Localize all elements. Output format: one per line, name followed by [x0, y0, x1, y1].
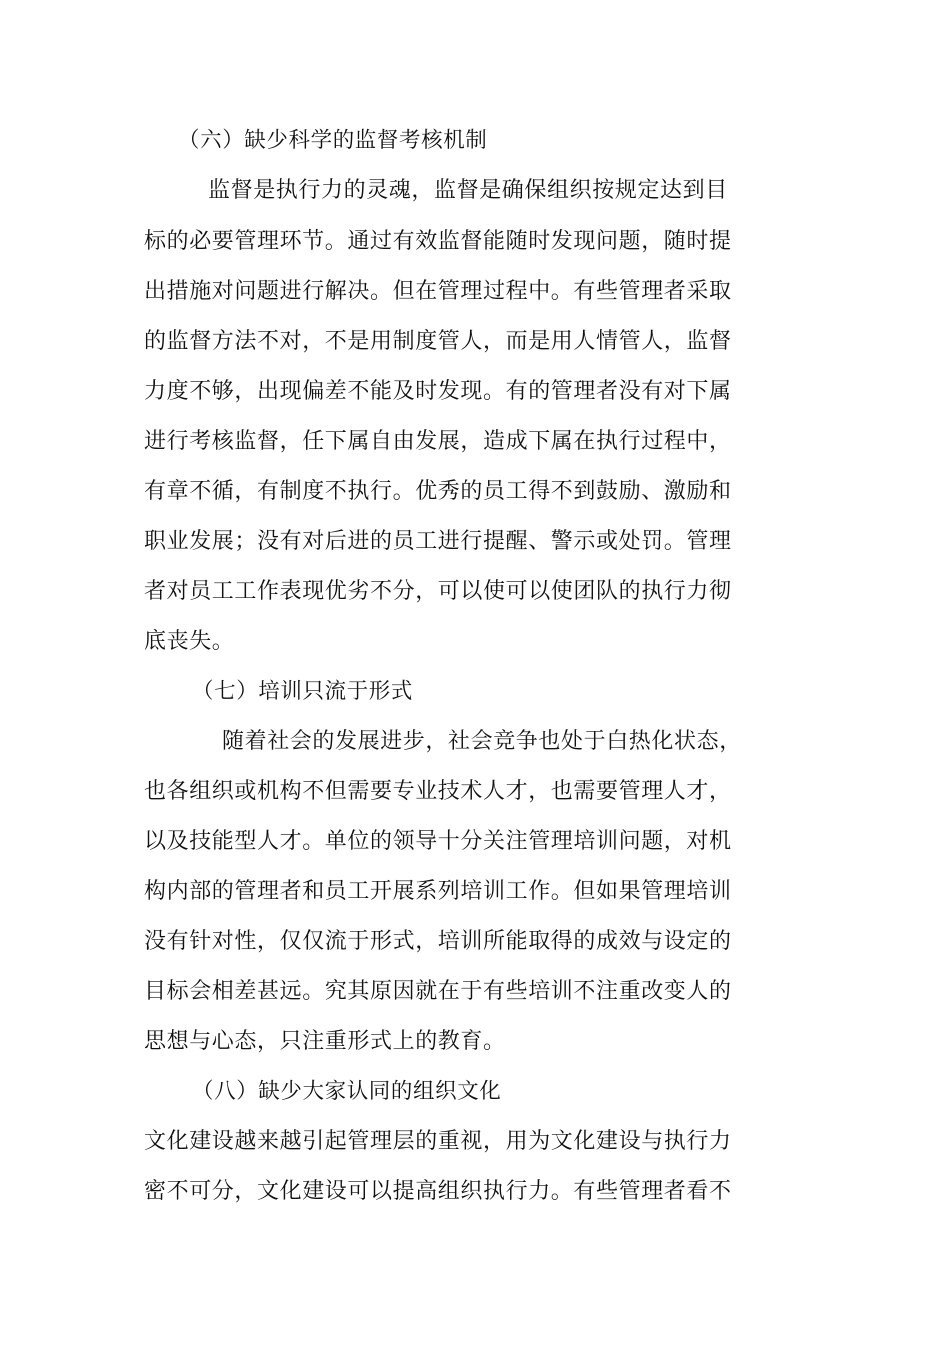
paragraph-line: 进行考核监督，任下属自由发展，造成下属在执行过程中，	[144, 429, 732, 454]
paragraph-line: 随着社会的发展进步，社会竞争也处于白热化状态，	[222, 729, 742, 754]
section-heading-8: （八）缺少大家认同的组织文化	[192, 1079, 502, 1104]
paragraph-line: 的监督方法不对，不是用制度管人，而是用人情管人，监督	[144, 329, 732, 354]
paragraph-line: 出措施对问题进行解决。但在管理过程中。有些管理者采取	[144, 279, 732, 304]
paragraph-line: 密不可分，文化建设可以提高组织执行力。有些管理者看不	[144, 1179, 732, 1204]
paragraph-line: 底丧失。	[144, 629, 235, 654]
paragraph-line: 有章不循，有制度不执行。优秀的员工得不到鼓励、激励和	[144, 479, 732, 504]
section-heading-6: （六）缺少科学的监督考核机制	[178, 128, 488, 153]
paragraph-line: 监督是执行力的灵魂，监督是确保组织按规定达到目	[208, 178, 728, 203]
paragraph-line: 者对员工工作表现优劣不分，可以使可以使团队的执行力彻	[144, 579, 732, 604]
paragraph-line: 构内部的管理者和员工开展系列培训工作。但如果管理培训	[144, 879, 732, 904]
paragraph-line: 目标会相差甚远。究其原因就在于有些培训不注重改变人的	[144, 979, 732, 1004]
paragraph-line: 力度不够，出现偏差不能及时发现。有的管理者没有对下属	[144, 379, 732, 404]
paragraph-line: 标的必要管理环节。通过有效监督能随时发现问题，随时提	[144, 229, 732, 254]
paragraph-line: 文化建设越来越引起管理层的重视，用为文化建设与执行力	[144, 1129, 732, 1154]
section-heading-7: （七）培训只流于形式	[192, 679, 414, 704]
paragraph-line: 没有针对性，仅仅流于形式，培训所能取得的成效与设定的	[144, 929, 732, 954]
paragraph-line: 思想与心态，只注重形式上的教育。	[144, 1029, 506, 1054]
paragraph-line: 也各组织或机构不但需要专业技术人才，也需要管理人才，	[144, 779, 732, 804]
paragraph-line: 职业发展；没有对后进的员工进行提醒、警示或处罚。管理	[144, 529, 732, 554]
paragraph-line: 以及技能型人才。单位的领导十分关注管理培训问题，对机	[144, 829, 732, 854]
